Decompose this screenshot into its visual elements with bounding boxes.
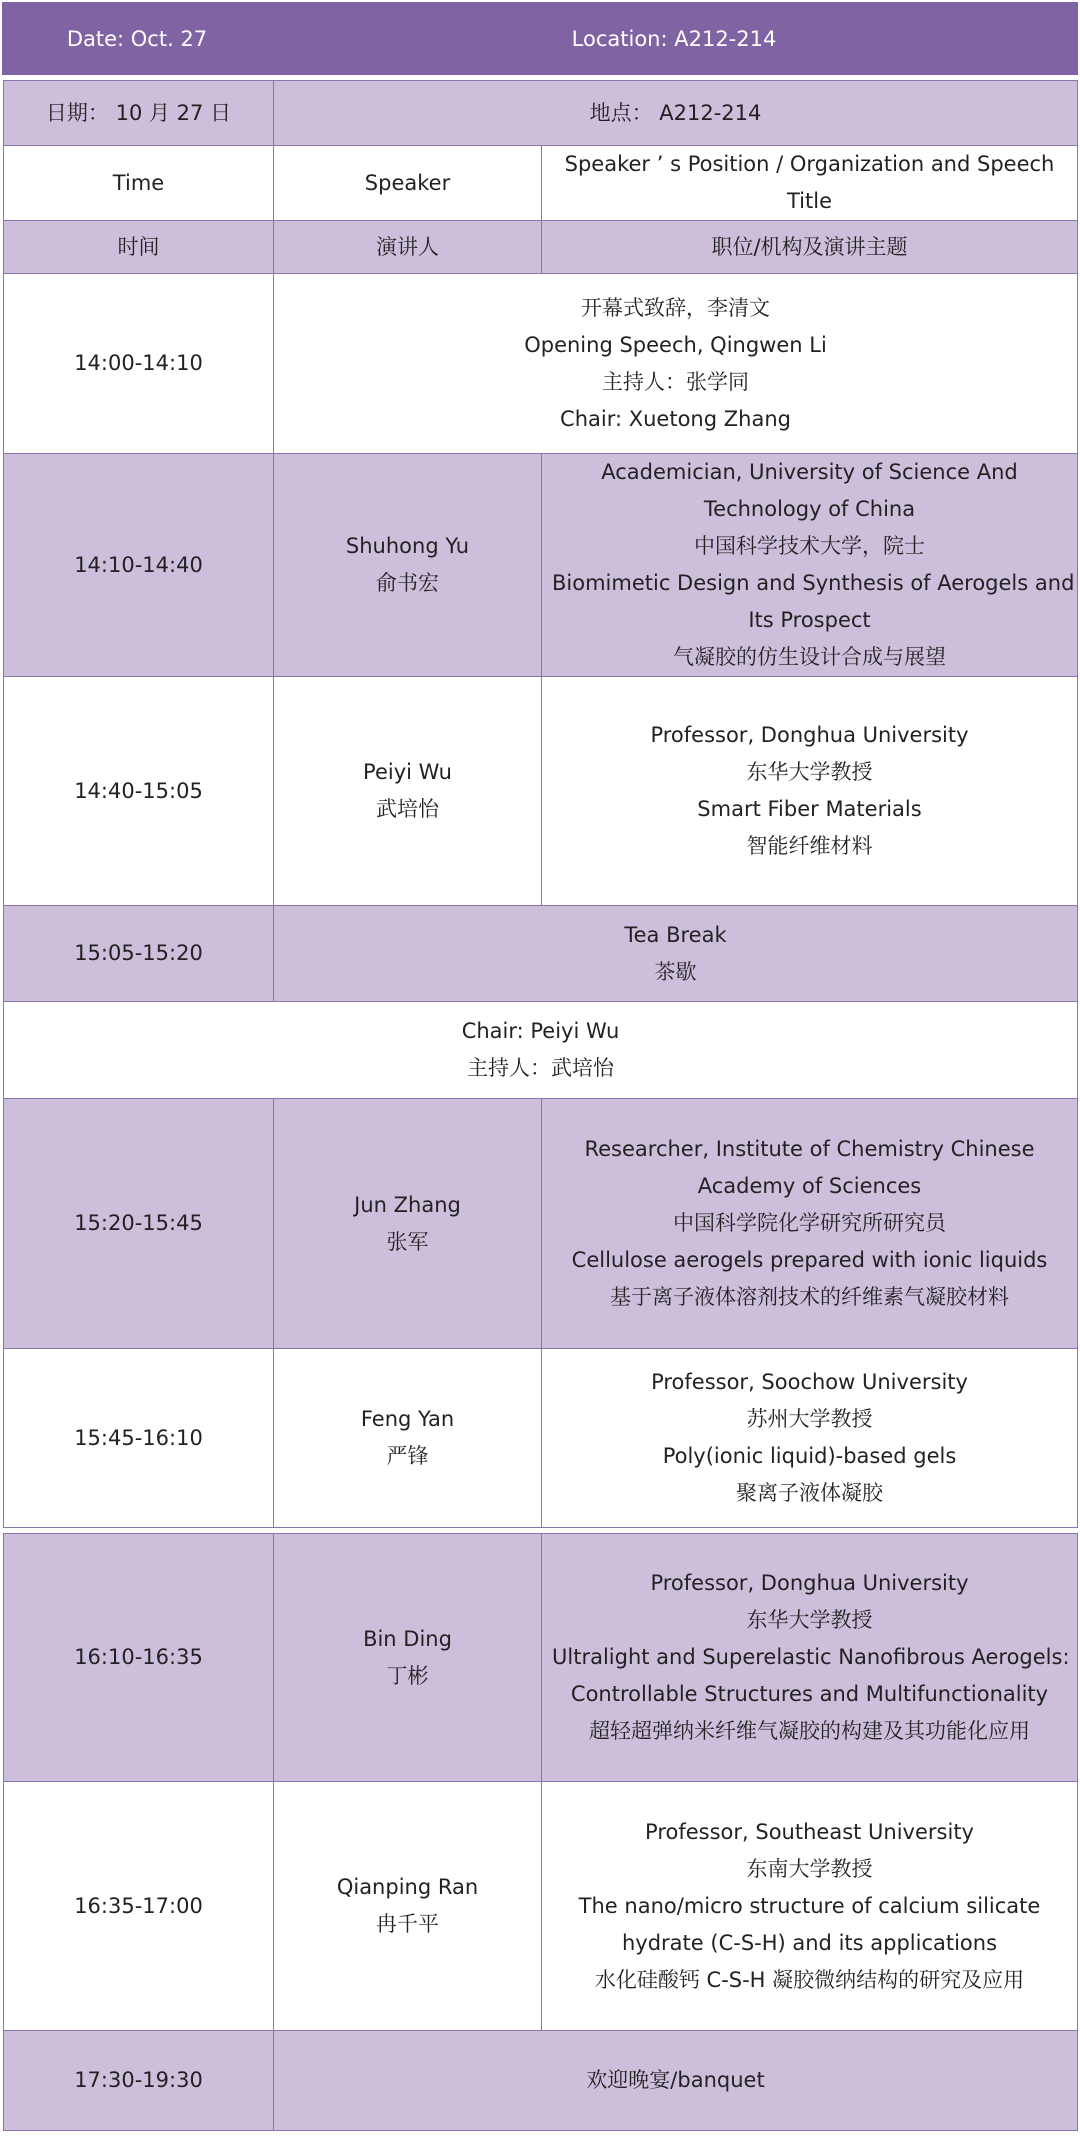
talk-details [542, 454, 1078, 677]
detail-line: 东华大学教授 [746, 1608, 873, 1632]
chair-label [4, 1002, 1078, 1099]
detail-line: Cellulose aerogels prepared with ionic liquids [571, 1248, 1048, 1272]
opening-time: 14:00-14:10 [4, 274, 274, 454]
detail-line: Professor, Donghua University [650, 1571, 969, 1595]
schedule-table [3, 80, 1078, 2131]
speaker-name-cn: 严锋 [386, 1444, 429, 1468]
header-location: Location: A212-214 [571, 26, 777, 51]
schedule-header-bar [2, 2, 1078, 80]
detail-line: Poly(ionic liquid)-based gels [662, 1444, 957, 1468]
detail-line: 基于离子液体溶剂技术的纤维素气凝胶材料 [610, 1285, 1009, 1309]
talk-row-feng-yan [4, 1349, 1078, 1528]
detail-line: Its Prospect [748, 608, 871, 632]
speaker-name-en: Qianping Ran [336, 1875, 479, 1899]
col-speaker-cn: 演讲人 [274, 221, 542, 274]
talk-time: 14:10-14:40 [4, 454, 274, 677]
talk-details [542, 1534, 1078, 1782]
col-position-cn: 职位/机构及演讲主题 [542, 221, 1078, 274]
chair-row [4, 1002, 1078, 1099]
talk-time: 15:45-16:10 [4, 1349, 274, 1528]
talk-speaker [274, 1099, 542, 1349]
detail-line: 苏州大学教授 [746, 1407, 873, 1431]
opening-line: Chair: Xuetong Zhang [560, 406, 791, 431]
col-time: Time [4, 146, 274, 221]
speaker-name-cn: 张军 [386, 1229, 429, 1254]
detail-line: 超轻超弹纳米纤维气凝胶的构建及其功能化应用 [589, 1719, 1030, 1743]
talk-speaker [274, 1782, 542, 2031]
talk-time: 14:40-15:05 [4, 677, 274, 906]
col-position: Speaker ’ s Position / Organization and Speech Title [542, 146, 1078, 221]
speaker-name-cn: 武培怡 [376, 797, 439, 821]
speaker-name-cn: 冉千平 [376, 1912, 439, 1936]
detail-line: 中国科学院化学研究所研究员 [673, 1211, 946, 1235]
talk-row-bin-ding [4, 1534, 1078, 1782]
tea-break-label [274, 906, 1078, 1002]
detail-line: 东南大学教授 [746, 1856, 873, 1881]
detail-line: Academician, University of Science And [601, 460, 1018, 484]
speaker-name-en: Bin Ding [363, 1626, 452, 1651]
detail-line: 水化硅酸钙 C-S-H 凝胶微纳结构的研究及应用 [594, 1967, 1025, 1992]
talk-speaker [274, 677, 542, 906]
opening-details [274, 274, 1078, 454]
talk-details [542, 1099, 1078, 1349]
detail-line: Technology of China [703, 497, 916, 521]
detail-line: The nano/micro structure of calcium silicate [578, 1893, 1041, 1918]
talk-row-peiyi-wu [4, 677, 1078, 906]
cn-header-row [4, 81, 1078, 146]
detail-line: Professor, Soochow University [651, 1370, 968, 1394]
banquet-time: 17:30-19:30 [4, 2031, 274, 2131]
speaker-name-en: Jun Zhang [354, 1192, 461, 1217]
cn-location: 地点： A212-214 [274, 81, 1078, 146]
detail-line: Ultralight and Superelastic Nanofibrous Aerogels: [552, 1645, 1070, 1669]
cn-date: 日期： 10 月 27 日 [4, 81, 274, 146]
schedule-page [2, 2, 1078, 2131]
col-time-cn: 时间 [4, 221, 274, 274]
speaker-name-en: Peiyi Wu [363, 760, 452, 784]
opening-line: Opening Speech, Qingwen Li [524, 332, 827, 357]
speaker-name-en: Shuhong Yu [345, 534, 470, 558]
detail-line: Controllable Structures and Multifunctionality [570, 1682, 1049, 1706]
chair-line: 主持人：武培怡 [467, 1056, 614, 1080]
talk-speaker [274, 1534, 542, 1782]
talk-speaker [274, 454, 542, 677]
speaker-name-cn: 丁彬 [386, 1663, 429, 1688]
speaker-name-cn: 俞书宏 [376, 571, 439, 595]
talk-row-jun-zhang [4, 1099, 1078, 1349]
tea-break-line: Tea Break [624, 922, 727, 947]
chair-line: Chair: Peiyi Wu [461, 1019, 620, 1043]
opening-line: 主持人：张学同 [602, 369, 749, 394]
col-speaker: Speaker [274, 146, 542, 221]
detail-line: 聚离子液体凝胶 [736, 1481, 883, 1505]
header-date: Date: Oct. 27 [66, 26, 208, 51]
talk-row-shuhong-yu [4, 454, 1078, 677]
tea-break-time: 15:05-15:20 [4, 906, 274, 1002]
talk-details [542, 1782, 1078, 2031]
talk-time: 16:10-16:35 [4, 1534, 274, 1782]
talk-details [542, 1349, 1078, 1528]
detail-line: 气凝胶的仿生设计合成与展望 [673, 645, 946, 669]
talk-row-qianping-ran [4, 1782, 1078, 2031]
detail-line: 中国科学技术大学，院士 [694, 534, 925, 558]
detail-line: Biomimetic Design and Synthesis of Aerogels and [552, 571, 1075, 595]
column-header-en [4, 146, 1078, 221]
banquet-row [4, 2031, 1078, 2131]
detail-line: Academy of Sciences [697, 1174, 922, 1198]
tea-break-row [4, 906, 1078, 1002]
detail-line: 智能纤维材料 [746, 834, 873, 858]
talk-speaker [274, 1349, 542, 1528]
column-header-cn [4, 221, 1078, 274]
detail-line: 东华大学教授 [746, 760, 873, 784]
detail-line: Professor, Donghua University [650, 723, 969, 747]
opening-line: 开幕式致辞，李清文 [581, 295, 770, 320]
talk-details [542, 677, 1078, 906]
talk-time: 16:35-17:00 [4, 1782, 274, 2031]
speaker-name-en: Feng Yan [360, 1407, 455, 1431]
detail-line: Researcher, Institute of Chemistry Chinese [584, 1137, 1035, 1161]
detail-line: hydrate (C-S-H) and its applications [621, 1930, 998, 1955]
detail-line: Smart Fiber Materials [697, 797, 922, 821]
talk-time: 15:20-15:45 [4, 1099, 274, 1349]
banquet-label: 欢迎晚宴/banquet [274, 2031, 1078, 2131]
opening-row [4, 274, 1078, 454]
tea-break-line: 茶歇 [654, 959, 697, 984]
detail-line: Professor, Southeast University [645, 1819, 974, 1844]
